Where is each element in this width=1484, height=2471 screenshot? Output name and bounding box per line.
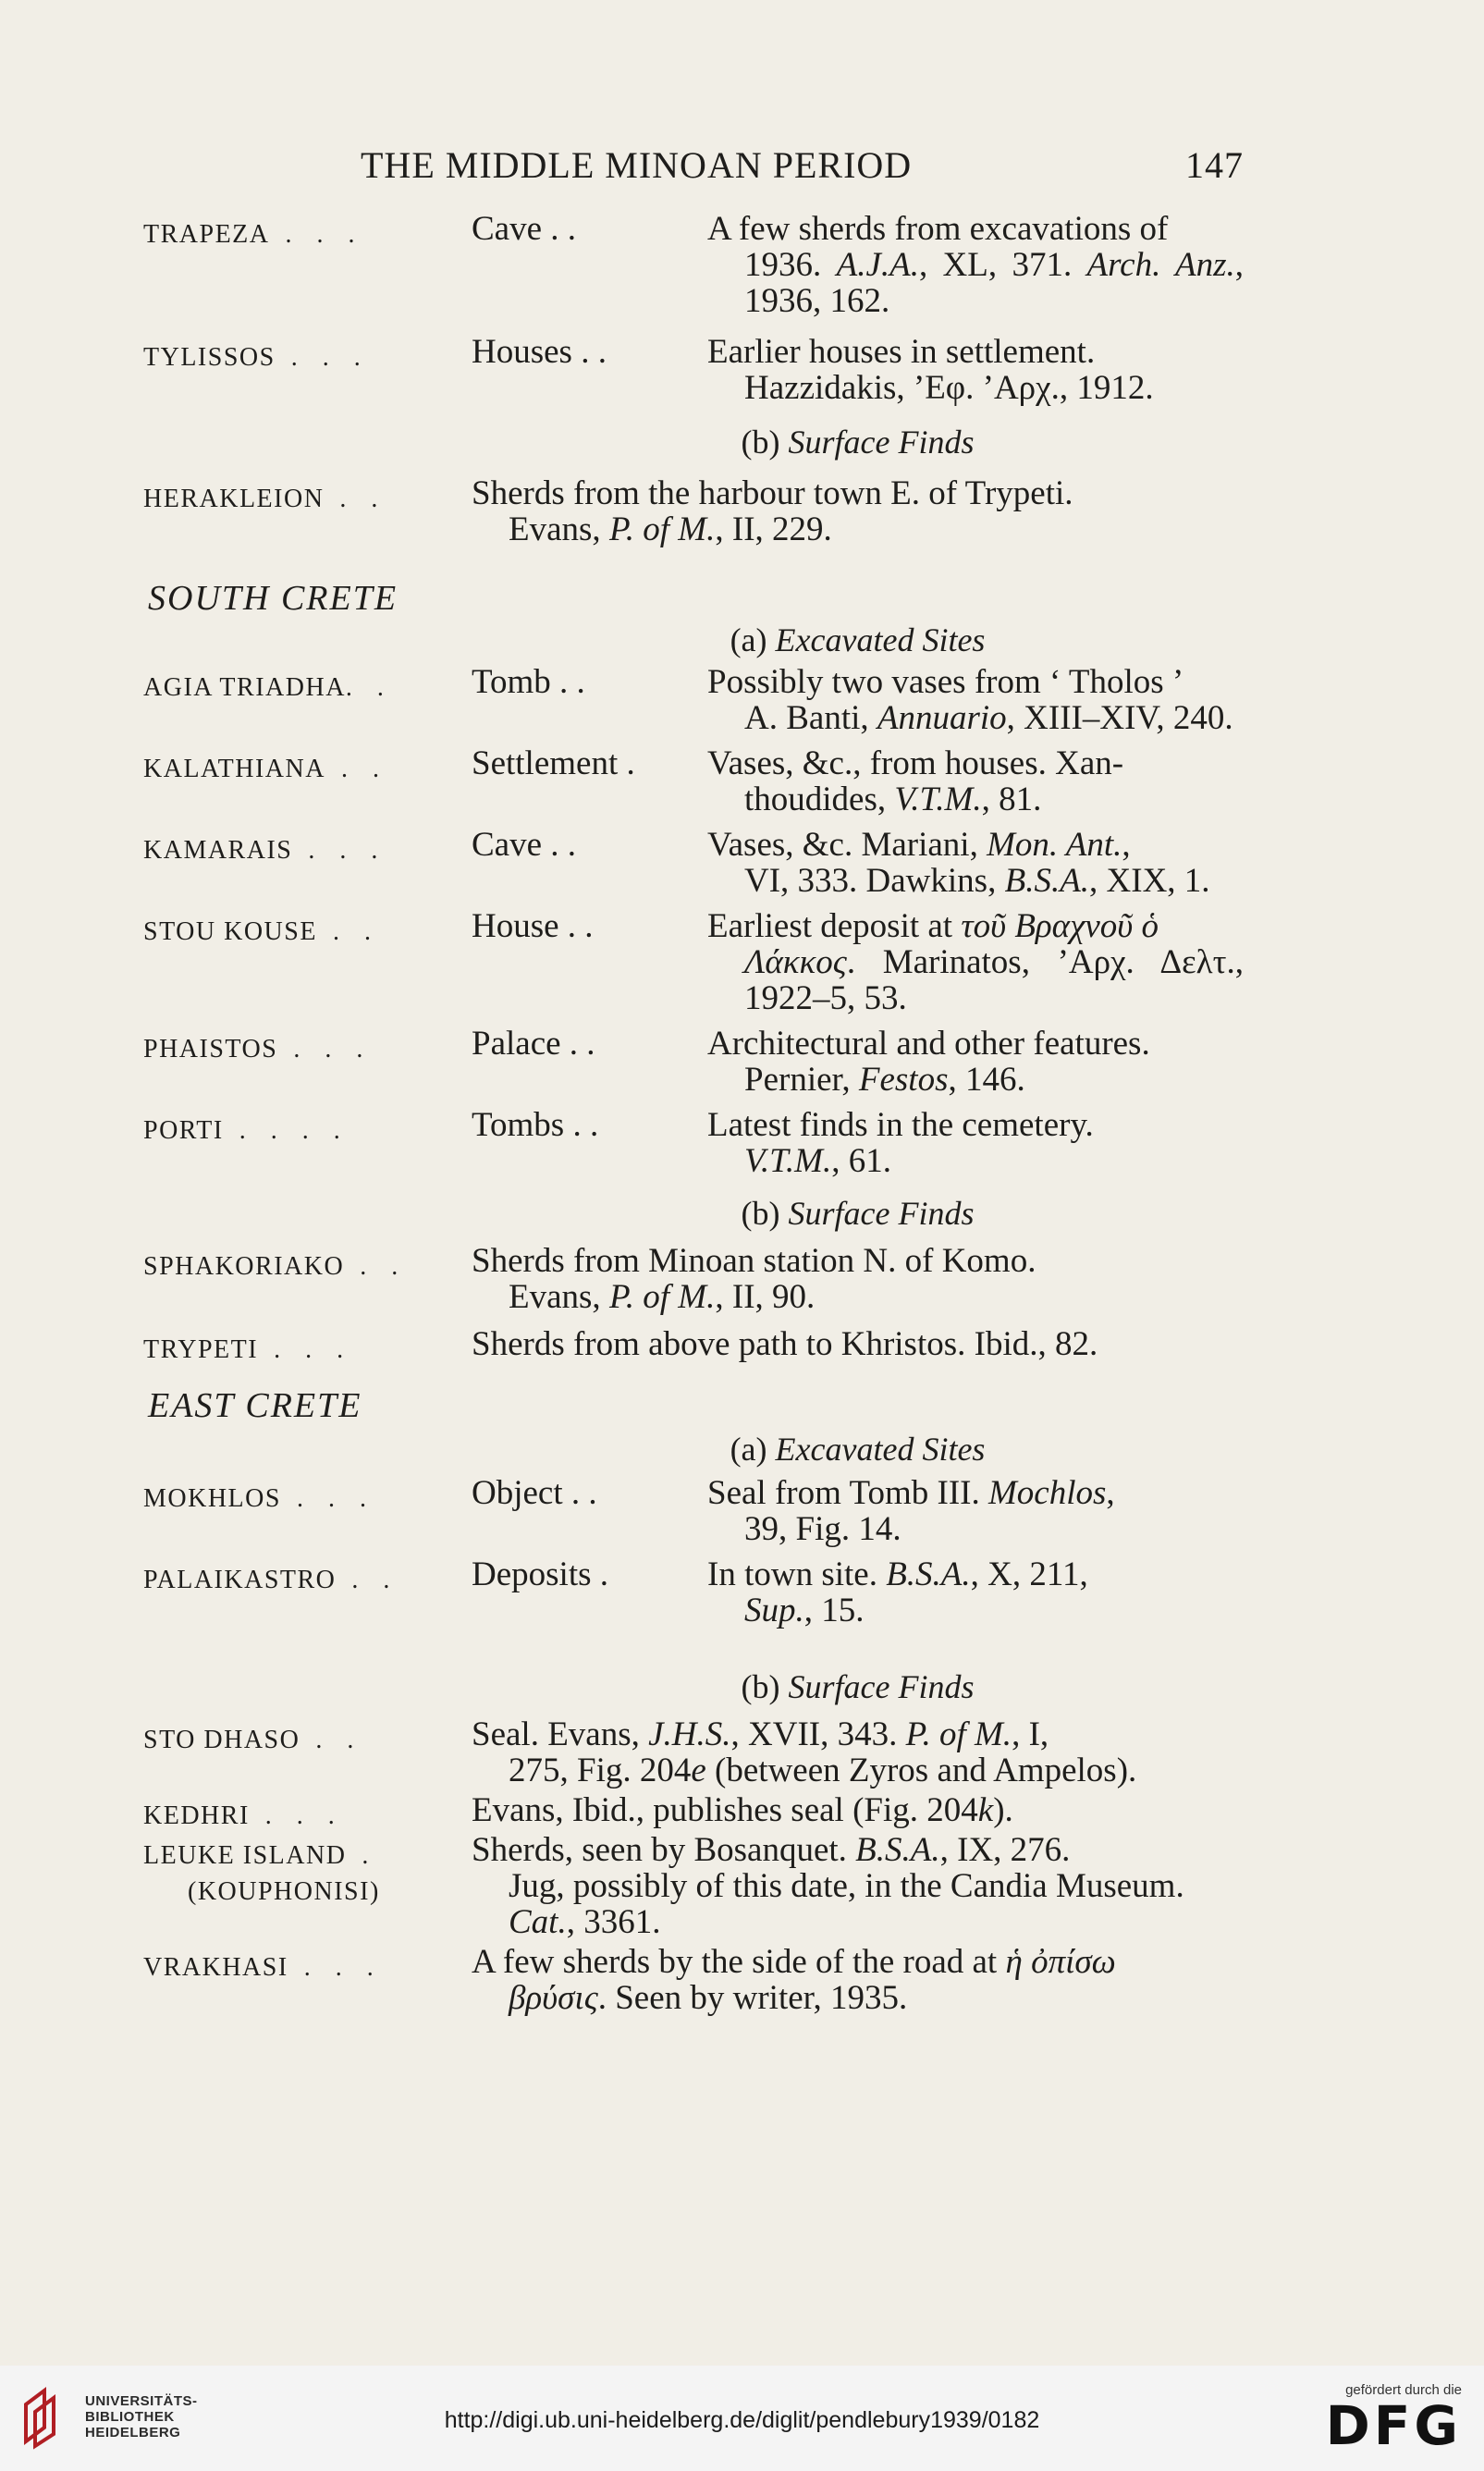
entry-row xyxy=(143,1243,1244,1315)
site-type: Deposits . xyxy=(472,1556,608,1592)
site-type: Tomb . . xyxy=(472,664,585,700)
entry-text: A few sherds by the side of the road at ἡ ὀπίσω βρύσις. Seen by writer, 1935. xyxy=(472,1943,1116,2017)
entry-text: Sherds from above path to Khristos. Ibid., 82. xyxy=(472,1325,1098,1363)
entry-row xyxy=(143,664,1244,736)
site-name: MOKHLOS . . . xyxy=(143,1484,375,1513)
entry-row xyxy=(143,1556,1244,1629)
page-title: THE MIDDLE MINOAN PERIOD xyxy=(361,144,913,186)
entry-description: Earliest deposit at τοῦ Βραχνοῦ ὁ Λάκκος. Marinatos, ’Αρχ. Δελτ., 1922–5, 53. xyxy=(707,907,1244,1017)
entry-row xyxy=(143,211,1244,319)
site-name: SPHAKORIAKO . . xyxy=(143,1252,408,1281)
site-type: Houses . . xyxy=(472,334,607,370)
entry-description: Vases, &c. Mariani, Mon. Ant., VI, 333. Dawkins, B.S.A., XIX, 1. xyxy=(707,826,1210,900)
site-type: Palace . . xyxy=(472,1026,595,1062)
surface-finds-south xyxy=(143,1243,1244,1362)
entry-text: Sherds from Minoan station N. of Komo. Evans, P. of M., II, 90. xyxy=(472,1242,1036,1316)
site-type: Settlement . xyxy=(472,745,635,781)
site-name: TRYPETI . . . xyxy=(143,1335,353,1364)
site-name: STOU KOUSE . . xyxy=(143,917,380,946)
site-name: AGIA TRIADHA. . xyxy=(143,673,393,702)
entry-row xyxy=(143,334,1244,406)
entry-text: Evans, Ibid., publishes seal (Fig. 204k). xyxy=(472,1791,1013,1829)
entry-row xyxy=(143,1716,1244,1789)
site-type: Cave . . xyxy=(472,211,577,247)
entry-row xyxy=(143,1475,1244,1547)
entry-text: Seal. Evans, J.H.S., XVII, 343. P. of M., I, 275, Fig. 204e (between Zyros and Ampelos). xyxy=(472,1715,1137,1789)
site-alt-name: (KOUPHONISI) xyxy=(188,1877,380,1906)
entry-row xyxy=(143,1107,1244,1179)
site-name: PALAIKASTRO . . xyxy=(143,1566,399,1594)
site-type: Object . . xyxy=(472,1475,597,1511)
dfg-logo: gefördert durch die DFG xyxy=(1325,2382,1462,2457)
entry-text: Sherds from the harbour town E. of Trypeti. Evans, P. of M., II, 229. xyxy=(472,474,1073,548)
site-name: HERAKLEION . . xyxy=(143,485,387,513)
excavated-sites-east xyxy=(143,1475,1244,1629)
entry-description: Vases, &c., from houses. Xan- thoudides, V.T.M., 81. xyxy=(707,744,1124,818)
site-name: KEDHRI . . . xyxy=(143,1801,344,1830)
site-name: PORTI . . . . xyxy=(143,1116,350,1145)
region-heading: EAST CRETE xyxy=(148,1386,362,1425)
permalink[interactable]: http://digi.ub.uni-heidelberg.de/diglit/pendlebury1939/0182 xyxy=(444,2407,1040,2433)
site-type: Tombs . . xyxy=(472,1107,599,1143)
entry-row xyxy=(143,1944,1244,2016)
entry-description: Seal from Tomb III. Mochlos, 39, Fig. 14. xyxy=(707,1474,1115,1548)
site-name: LEUKE ISLAND . xyxy=(143,1841,378,1870)
entry-row xyxy=(143,827,1244,899)
entry-row xyxy=(143,1026,1244,1098)
page-number: 147 xyxy=(1185,144,1244,186)
site-catalogue xyxy=(143,211,1244,2016)
entry-description: Architectural and other features. Pernier, Festos, 146. xyxy=(707,1025,1150,1099)
site-name: TYLISSOS . . . xyxy=(143,343,370,372)
section-subheading: (b) Surface Finds xyxy=(741,1195,975,1232)
entry-description: Latest finds in the cemetery. V.T.M., 61. xyxy=(707,1106,1094,1180)
entry-row xyxy=(143,1832,1244,1940)
entry-row xyxy=(143,745,1244,818)
site-name: STO DHASO . . xyxy=(143,1726,363,1754)
entry-description: A few sherds from excavations of 1936. A.J.A., XL, 371. Arch. Anz., 1936, 162. xyxy=(707,210,1245,320)
surface-finds-east xyxy=(143,1716,1244,2016)
excavated-sites-north xyxy=(143,211,1244,406)
entry-row xyxy=(143,908,1244,1016)
entry-description: Earlier houses in settlement. Hazzidakis, ’Εφ. ’Αρχ., 1912. xyxy=(707,333,1154,407)
site-name: PHAISTOS . . . xyxy=(143,1035,373,1063)
section-subheading: (b) Surface Finds xyxy=(741,424,975,461)
section-subheading: (a) Excavated Sites xyxy=(730,621,986,658)
excavated-sites-south xyxy=(143,664,1244,1179)
site-name: KALATHIANA . . xyxy=(143,755,388,783)
entry-row xyxy=(143,1792,1244,1828)
entry-row xyxy=(143,1326,1244,1362)
entry-row xyxy=(143,475,1244,547)
footer-bar xyxy=(0,2366,1484,2471)
library-name: UNIVERSITÄTS- BIBLIOTHEK HEIDELBERG xyxy=(85,2393,198,2440)
entry-text: Sherds, seen by Bosanquet. B.S.A., IX, 276. Jug, possibly of this date, in the Candia Museum. Cat., 3361. xyxy=(472,1831,1184,1941)
site-name: KAMARAIS . . . xyxy=(143,836,387,865)
site-type: Cave . . xyxy=(472,827,577,863)
section-subheading: (b) Surface Finds xyxy=(741,1668,975,1705)
region-heading: SOUTH CRETE xyxy=(148,579,399,618)
site-name: TRAPEZA . . . xyxy=(143,220,364,249)
entry-description: In town site. B.S.A., X, 211, Sup., 15. xyxy=(707,1555,1088,1629)
entry-description: Possibly two vases from ‘ Tholos ’ A. Banti, Annuario, XIII–XIV, 240. xyxy=(707,663,1233,737)
site-type: House . . xyxy=(472,908,594,944)
section-subheading: (a) Excavated Sites xyxy=(730,1431,986,1468)
site-name: VRAKHASI . . . xyxy=(143,1953,383,1982)
